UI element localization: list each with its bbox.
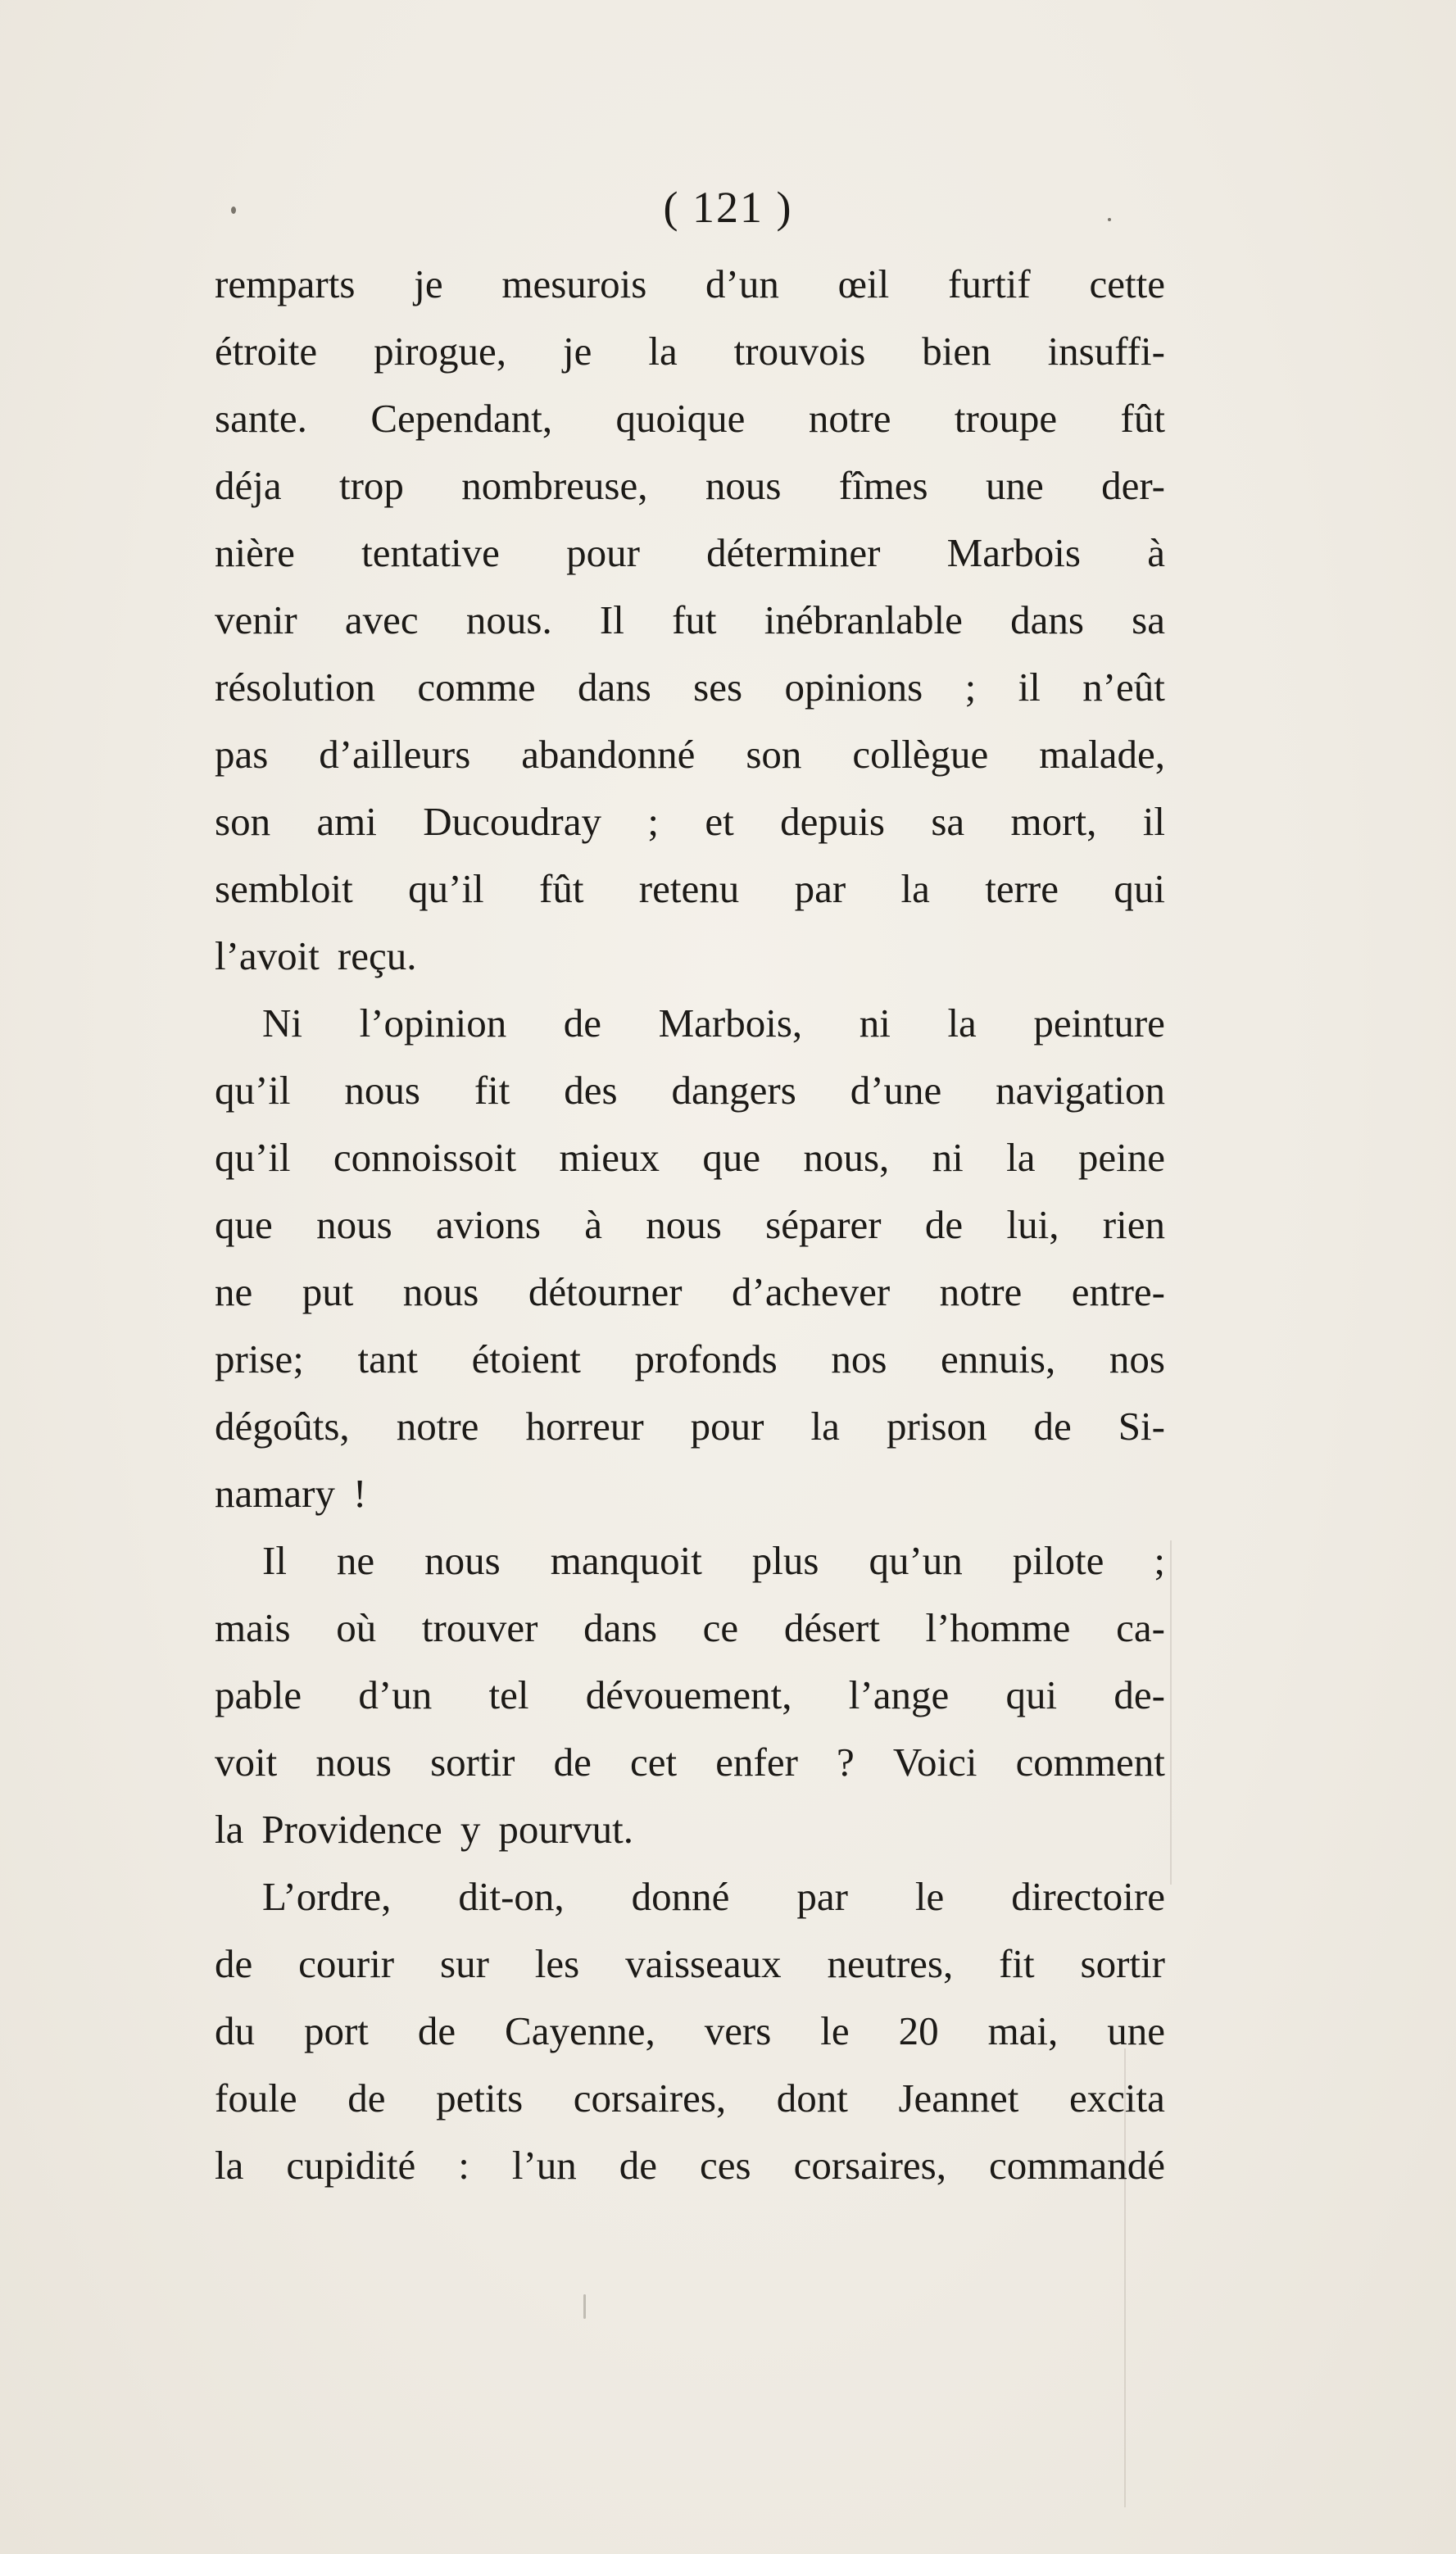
word: œil	[837, 261, 890, 306]
text-line	[215, 1393, 1165, 1460]
text-line	[215, 1662, 1165, 1729]
word: trouver	[421, 1605, 538, 1650]
word: voit	[215, 1740, 278, 1785]
word: nous,	[803, 1135, 890, 1180]
word: par	[796, 1874, 848, 1919]
word: dans	[577, 665, 651, 710]
word: d’achever	[732, 1269, 891, 1314]
word: tel	[488, 1672, 529, 1717]
word: fût	[539, 866, 584, 911]
word: Cependant,	[370, 396, 553, 441]
word: ne	[336, 1538, 375, 1583]
word: der-	[1101, 463, 1165, 508]
word: la	[215, 2143, 244, 2188]
word: ?	[837, 1740, 855, 1785]
word: comment	[1015, 1740, 1165, 1785]
word: dans	[583, 1605, 657, 1650]
word: la	[648, 329, 678, 374]
word: entre-	[1071, 1269, 1165, 1314]
word: vaisseaux	[625, 1941, 782, 1986]
word: dit-on,	[458, 1874, 565, 1919]
word: peine	[1077, 1135, 1165, 1180]
word: de	[1033, 1404, 1072, 1449]
word: prison	[886, 1404, 987, 1449]
word: son	[215, 799, 271, 844]
word: de	[417, 2008, 456, 2053]
text-line	[215, 1863, 1165, 1930]
text-line	[215, 1191, 1165, 1259]
ink-speck	[583, 2294, 586, 2319]
word: pour	[690, 1404, 764, 1449]
word: mort,	[1010, 799, 1097, 844]
word: malade,	[1039, 732, 1165, 777]
word: donné	[631, 1874, 730, 1919]
word: de	[553, 1740, 592, 1785]
word: pilote	[1012, 1538, 1104, 1583]
word: nous	[344, 1068, 420, 1113]
word: namary	[215, 1471, 335, 1516]
word: étoient	[471, 1336, 581, 1381]
word: sortir	[1080, 1941, 1165, 1986]
word: connoissoit	[333, 1135, 517, 1180]
text-line	[215, 1057, 1165, 1124]
word: des	[564, 1068, 618, 1113]
word: nous	[316, 1202, 392, 1247]
word: séparer	[765, 1202, 882, 1247]
word: qu’un	[869, 1538, 963, 1583]
word: pourvut.	[498, 1807, 633, 1852]
word: que	[215, 1202, 273, 1247]
text-line	[215, 1460, 1165, 1527]
word: furtif	[948, 261, 1031, 306]
word: étroite	[215, 329, 318, 374]
word: je	[563, 329, 592, 374]
word: de-	[1114, 1672, 1165, 1717]
word: sortir	[430, 1740, 515, 1785]
word: cupidité	[286, 2143, 416, 2188]
word: ca-	[1116, 1605, 1165, 1650]
word: sante.	[215, 396, 307, 441]
word: une	[1107, 2008, 1165, 2053]
word: profonds	[634, 1336, 778, 1381]
word: put	[302, 1269, 354, 1314]
word: ne	[215, 1269, 253, 1314]
word: mai,	[987, 2008, 1059, 2053]
word: la	[810, 1404, 840, 1449]
word: nous.	[465, 597, 552, 642]
word: abandonné	[521, 732, 696, 777]
word: je	[414, 261, 443, 306]
word: ces	[700, 2143, 751, 2188]
text-line	[215, 721, 1165, 788]
word: nous	[646, 1202, 722, 1247]
word: trouvois	[733, 329, 866, 374]
word: nos	[831, 1336, 887, 1381]
word: la	[215, 1807, 244, 1852]
word: Voici	[892, 1740, 977, 1785]
word: que	[702, 1135, 761, 1180]
word: de	[215, 1941, 253, 1986]
word: déja	[215, 463, 282, 508]
word: y	[460, 1807, 481, 1852]
word: pour	[566, 530, 640, 575]
word: qu’il	[408, 866, 484, 911]
word: ses	[693, 665, 743, 710]
word: enfer	[715, 1740, 798, 1785]
text-line	[215, 855, 1165, 923]
word: cet	[630, 1740, 678, 1785]
word: n’eût	[1082, 665, 1165, 710]
word: ni	[932, 1135, 964, 1180]
word: l’ange	[848, 1672, 950, 1717]
text-line	[215, 1326, 1165, 1393]
word: résolution	[215, 665, 375, 710]
word: collègue	[852, 732, 989, 777]
word: ;	[1154, 1538, 1165, 1583]
word: Jeannet	[898, 2075, 1019, 2121]
word: de	[347, 2075, 386, 2121]
word: l’un	[511, 2143, 577, 2188]
word: tentative	[361, 530, 500, 575]
word: comme	[417, 665, 536, 710]
text-line	[215, 519, 1165, 587]
word: horreur	[525, 1404, 644, 1449]
word: notre	[808, 396, 891, 441]
word: retenu	[638, 866, 740, 911]
word: la	[900, 866, 930, 911]
word: :	[458, 2143, 469, 2188]
word: du	[215, 2008, 255, 2053]
word: pas	[215, 732, 269, 777]
text-line	[215, 385, 1165, 452]
word: commandé	[989, 2143, 1165, 2188]
text-line	[215, 1595, 1165, 1662]
word: dangers	[671, 1068, 796, 1113]
word: Si-	[1118, 1404, 1165, 1449]
word: sa	[931, 799, 965, 844]
word: vers	[704, 2008, 772, 2053]
word: Cayenne,	[505, 2008, 655, 2053]
word: d’un	[705, 261, 779, 306]
text-line	[215, 1930, 1165, 1998]
word: sembloit	[215, 866, 353, 911]
word: pirogue,	[374, 329, 507, 374]
text-line	[215, 1998, 1165, 2065]
body-text	[215, 251, 1165, 2199]
word: tant	[357, 1336, 418, 1381]
word: fîmes	[838, 463, 928, 508]
word: mieux	[559, 1135, 660, 1180]
word: fût	[1120, 396, 1165, 441]
word: courir	[298, 1941, 395, 1986]
word: lui,	[1006, 1202, 1059, 1247]
word: déterminer	[706, 530, 881, 575]
word: fit	[999, 1941, 1035, 1986]
word: 20	[898, 2008, 939, 2053]
text-line	[215, 1124, 1165, 1191]
word: peinture	[1033, 1000, 1165, 1046]
word: dont	[776, 2075, 848, 2121]
word: foule	[215, 2075, 297, 2121]
word: de	[619, 2143, 658, 2188]
word: neutres,	[827, 1941, 954, 1986]
word: ni	[859, 1000, 891, 1046]
word: et	[705, 799, 734, 844]
word: il	[1018, 665, 1041, 710]
word: ce	[702, 1605, 739, 1650]
word: détourner	[528, 1269, 683, 1314]
word: d’ailleurs	[319, 732, 471, 777]
text-line	[215, 1259, 1165, 1326]
word: Marbois,	[658, 1000, 803, 1046]
word: pable	[215, 1672, 302, 1717]
word: avions	[435, 1202, 541, 1247]
word: Ducoudray	[423, 799, 601, 844]
text-line	[215, 923, 1165, 990]
word: sur	[440, 1941, 489, 1986]
text-line	[215, 1527, 1165, 1595]
word: excita	[1068, 2075, 1165, 2121]
text-line	[215, 2065, 1165, 2132]
word: de	[563, 1000, 602, 1046]
word: ennuis,	[941, 1336, 1056, 1381]
word: Marbois	[946, 530, 1081, 575]
text-line	[215, 318, 1165, 385]
word: directoire	[1011, 1874, 1165, 1919]
word: notre	[939, 1269, 1023, 1314]
word: reçu.	[337, 933, 417, 978]
text-line	[215, 251, 1165, 318]
word: ami	[316, 799, 377, 844]
text-line	[215, 1729, 1165, 1796]
word: par	[794, 866, 846, 911]
word: le	[914, 1874, 945, 1919]
word: Il	[599, 597, 624, 642]
word: corsaires,	[573, 2075, 727, 2121]
word: où	[336, 1605, 377, 1650]
text-line	[215, 2132, 1165, 2199]
word: ;	[647, 799, 659, 844]
word: qui	[1005, 1672, 1058, 1717]
word: prise;	[215, 1336, 304, 1381]
word: le	[820, 2008, 850, 2053]
word: nous	[402, 1269, 479, 1314]
word: sa	[1132, 597, 1165, 642]
text-line	[215, 654, 1165, 721]
word: quoique	[615, 396, 746, 441]
word: depuis	[780, 799, 885, 844]
word: d’un	[358, 1672, 433, 1717]
word: qu’il	[215, 1068, 291, 1113]
word: qu’il	[215, 1135, 291, 1180]
word: nière	[215, 530, 295, 575]
word: avec	[344, 597, 419, 642]
word: manquoit	[550, 1538, 702, 1583]
word: dans	[1010, 597, 1084, 642]
word: une	[985, 463, 1044, 508]
text-line	[215, 788, 1165, 855]
word: petits	[436, 2075, 524, 2121]
word: fut	[672, 597, 717, 642]
word: fit	[474, 1068, 510, 1113]
word: la	[947, 1000, 977, 1046]
word: de	[924, 1202, 964, 1247]
word: son	[746, 732, 802, 777]
word: nombreuse,	[461, 463, 648, 508]
word: rien	[1102, 1202, 1165, 1247]
word: troupe	[954, 396, 1058, 441]
word: les	[534, 1941, 580, 1986]
page-fold-mark	[1170, 1540, 1172, 1885]
text-line	[215, 452, 1165, 519]
word: dégoûts,	[215, 1404, 350, 1449]
text-line	[215, 990, 1165, 1057]
word: nous	[315, 1740, 392, 1785]
word: d’une	[850, 1068, 942, 1113]
word: dévouement,	[585, 1672, 792, 1717]
word: Il	[262, 1538, 287, 1583]
word: il	[1142, 799, 1165, 844]
word: l’opinion	[359, 1000, 507, 1046]
word: !	[352, 1471, 367, 1516]
word: port	[303, 2008, 369, 2053]
word: L’ordre,	[262, 1874, 392, 1919]
word: remparts	[215, 261, 356, 306]
word: mais	[215, 1605, 291, 1650]
word: à	[1147, 530, 1165, 575]
text-line	[215, 587, 1165, 654]
word: Ni	[262, 1000, 302, 1046]
word: mesurois	[501, 261, 647, 306]
word: insuffi-	[1047, 329, 1165, 374]
word: plus	[751, 1538, 819, 1583]
word: nos	[1109, 1336, 1165, 1381]
word: ;	[964, 665, 977, 710]
word: notre	[396, 1404, 479, 1449]
word: à	[584, 1202, 602, 1247]
word: trop	[338, 463, 404, 508]
word: opinions	[784, 665, 923, 710]
word: la	[1006, 1135, 1036, 1180]
word: qui	[1114, 866, 1165, 911]
text-line	[215, 1796, 1165, 1863]
word: cette	[1089, 261, 1165, 306]
word: bien	[922, 329, 991, 374]
word: nous	[424, 1538, 501, 1583]
page-number: ( 121 )	[663, 183, 793, 232]
word: venir	[215, 597, 297, 642]
word: Providence	[261, 1807, 442, 1852]
word: navigation	[996, 1068, 1165, 1113]
word: l’avoit	[215, 933, 320, 978]
word: corsaires,	[793, 2143, 946, 2188]
word: terre	[985, 866, 1059, 911]
word: l’homme	[925, 1605, 1071, 1650]
word: inébranlable	[764, 597, 963, 642]
word: nous	[705, 463, 782, 508]
word: désert	[783, 1605, 880, 1650]
